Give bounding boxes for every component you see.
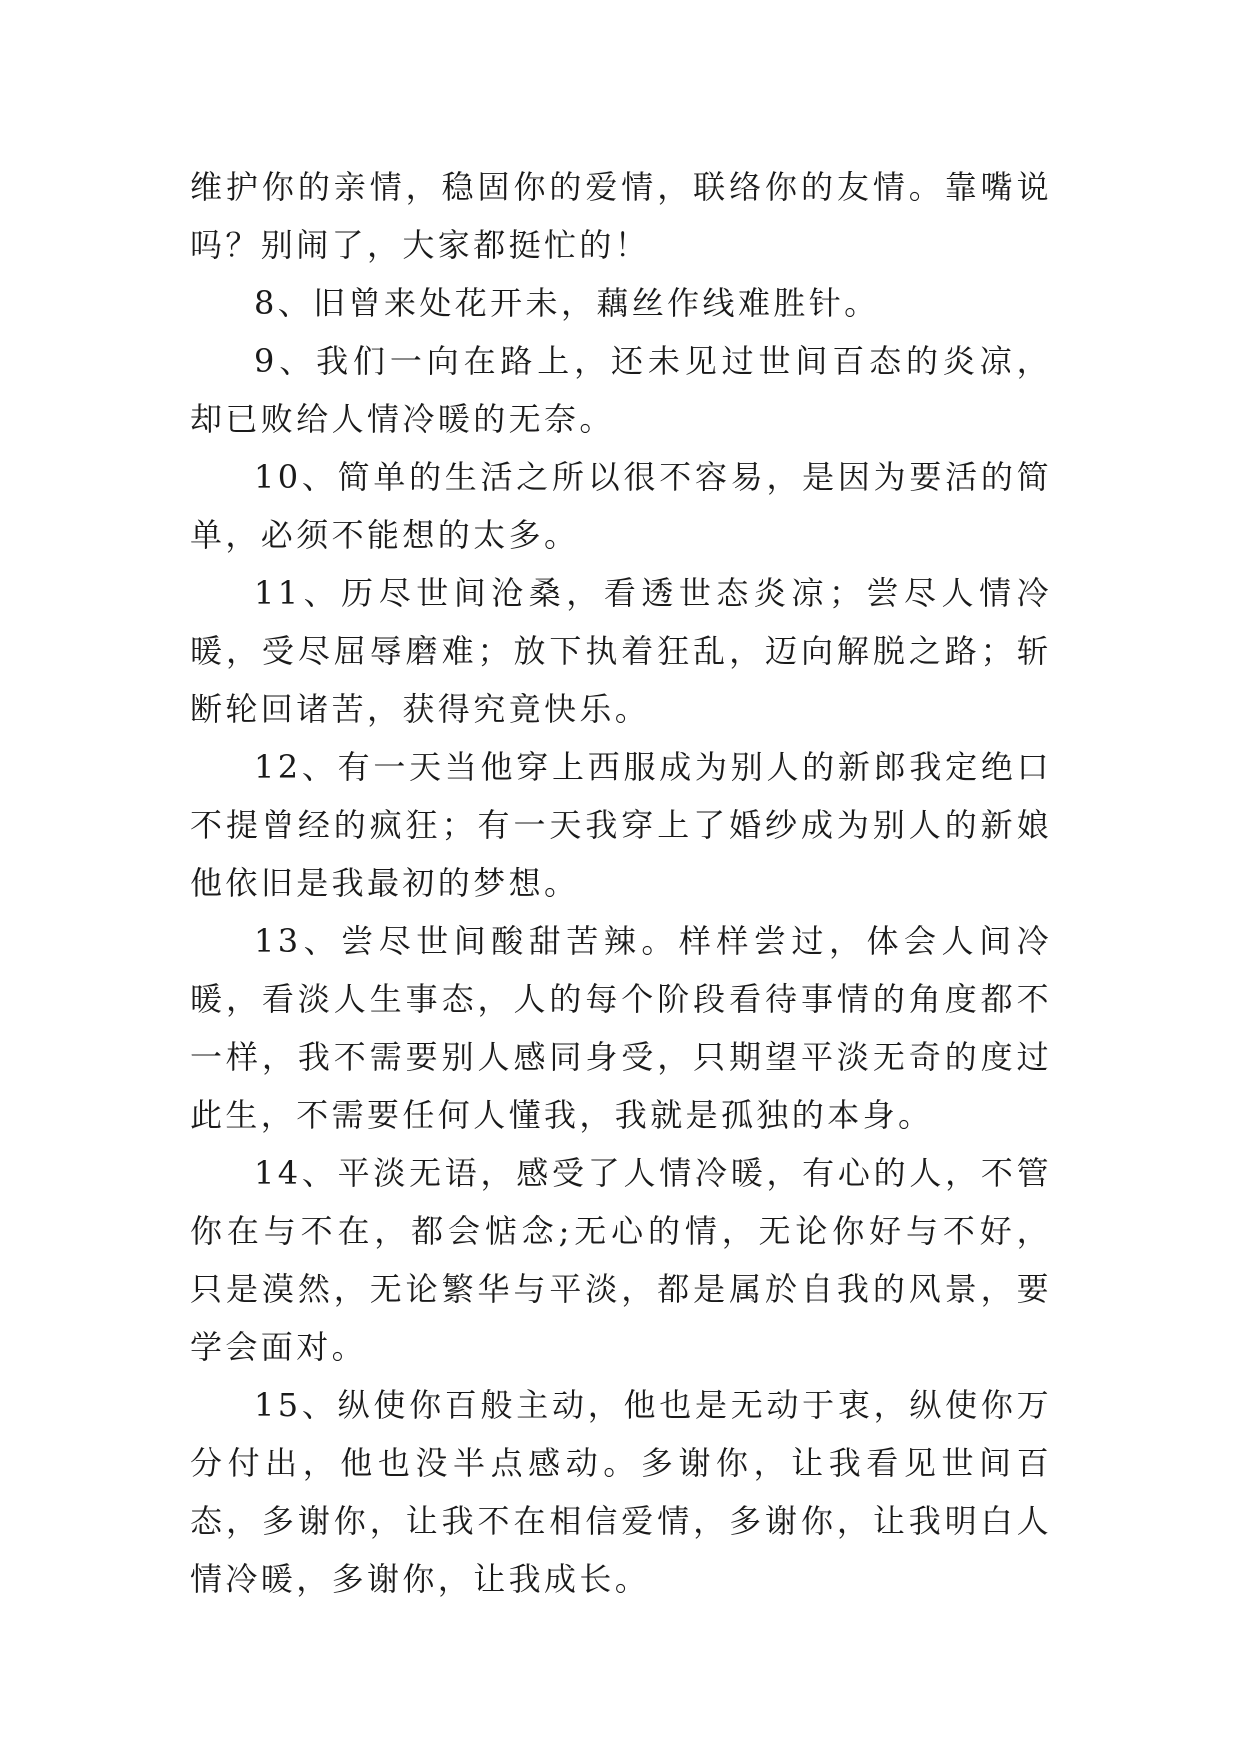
paragraph-item-13: 13、尝尽世间酸甜苦辣。样样尝过，体会人间冷暖，看淡人生事态，人的每个阶段看待事情的角度都不一样，我不需要别人感同身受，只期望平淡无奇的度过此生，不需要任何人懂我，我就是孤独的本身。: [190, 922, 1052, 1134]
paragraph-continuation: 维护你的亲情，稳固你的爱情，联络你的友情。靠嘴说吗？别闹了，大家都挺忙的！: [190, 168, 1052, 264]
paragraph-item-12: 12、有一天当他穿上西服成为别人的新郎我定绝口不提曾经的疯狂；有一天我穿上了婚纱成为别人的新娘他依旧是我最初的梦想。: [190, 748, 1052, 902]
paragraph-item-10: 10、简单的生活之所以很不容易，是因为要活的简单，必须不能想的太多。: [190, 458, 1052, 554]
paragraph-item-8: 8、旧曾来处花开未，藕丝作线难胜针。: [254, 284, 880, 322]
paragraph-item-9: 9、我们一向在路上，还未见过世间百态的炎凉，却已败给人情冷暖的无奈。: [190, 342, 1052, 438]
paragraph-item-14: 14、平淡无语，感受了人情冷暖，有心的人，不管你在与不在，都会惦念;无心的情，无论你好与不好，只是漠然，无论繁华与平淡，都是属於自我的风景，要学会面对。: [190, 1154, 1052, 1366]
document-body: [190, 158, 1052, 1608]
paragraph-item-15: 15、纵使你百般主动，他也是无动于衷，纵使你万分付出，他也没半点感动。多谢你，让我看见世间百态，多谢你，让我不在相信爱情，多谢你，让我明白人情冷暖，多谢你，让我成长。: [190, 1386, 1052, 1598]
paragraph-item-11: 11、历尽世间沧桑，看透世态炎凉；尝尽人情冷暖，受尽屈辱磨难；放下执着狂乱，迈向解脱之路；斩断轮回诸苦，获得究竟快乐。: [190, 574, 1052, 728]
